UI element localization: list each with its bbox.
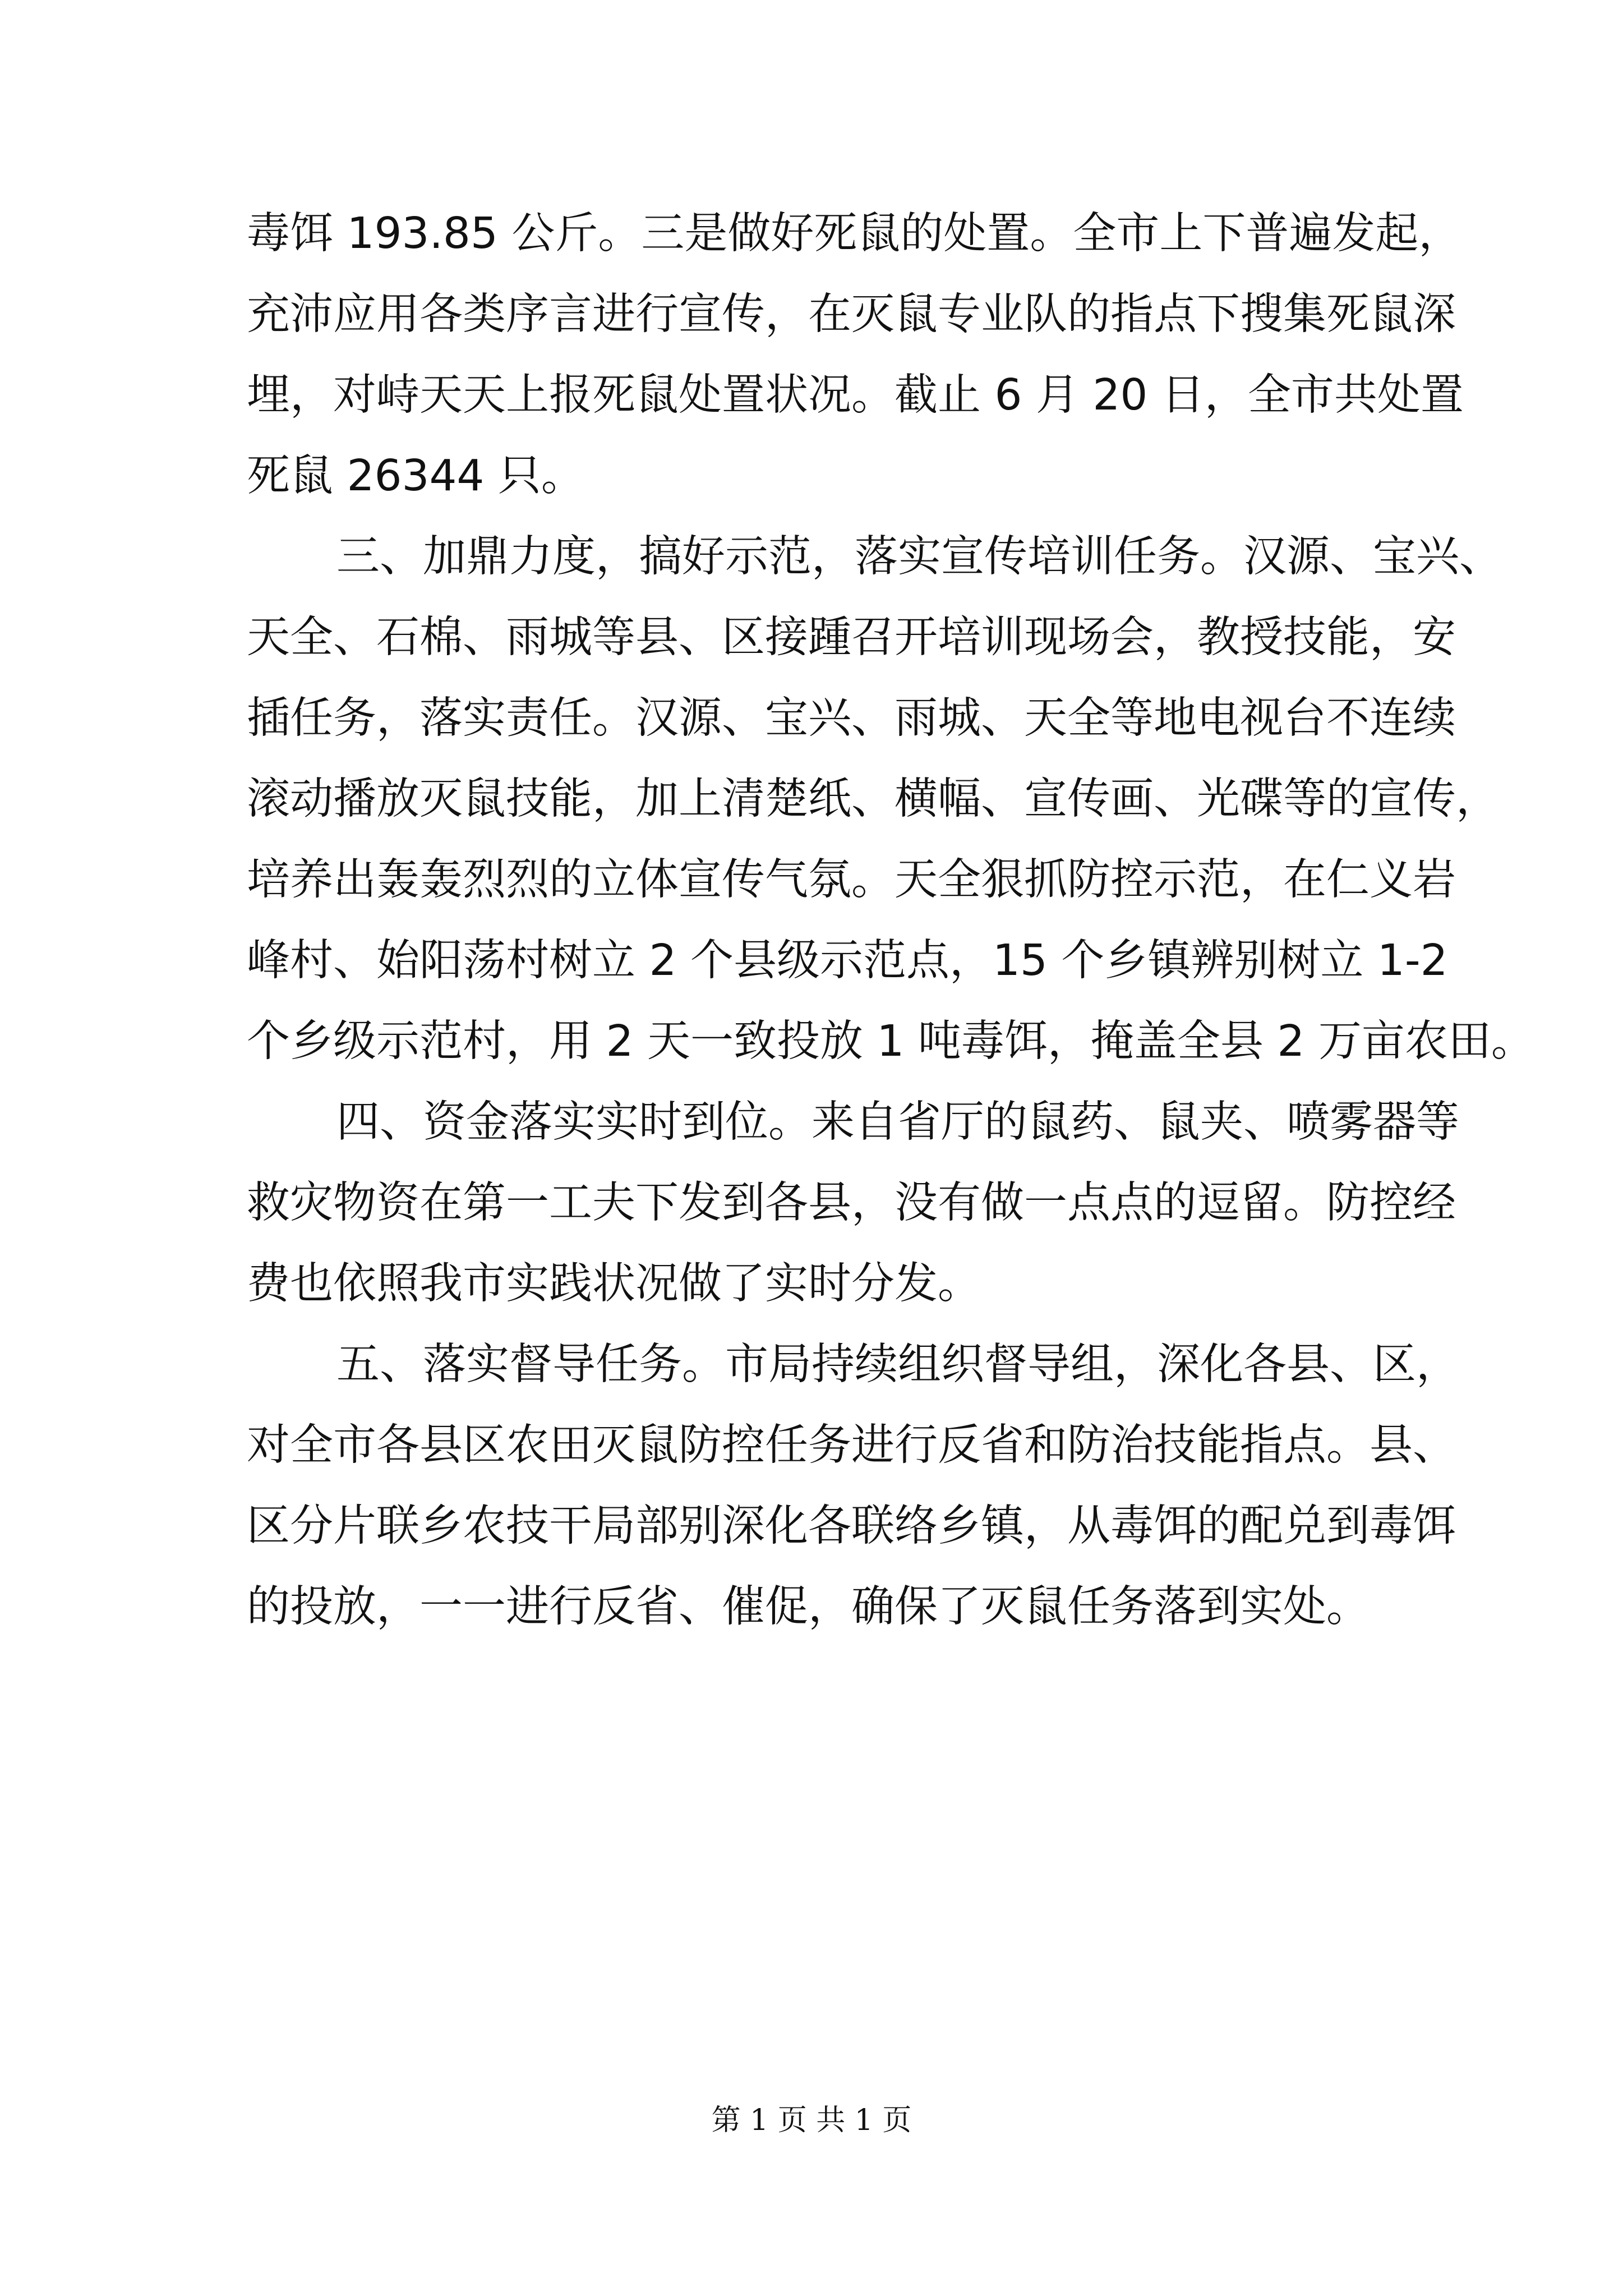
text-line: 死鼠 26344 只。 <box>247 451 584 501</box>
paragraph-1 <box>247 194 1464 517</box>
text-line: 三、加鼎力度，搞好示范，落实宣传培训任务。汉源、宝兴、 <box>336 532 1502 582</box>
text-line: 天全、石棉、雨城等县、区接踵召开培训现场会，教授技能，安 <box>247 613 1456 662</box>
text-line: 的投放，一一进行反省、催促，确保了灭鼠任务落到实处。 <box>247 1582 1370 1632</box>
text-line: 埋，对峙天天上报死鼠处置状况。截止 6 月 20 日，全市共处置 <box>247 370 1464 420</box>
text-line: 救灾物资在第一工夫下发到各县，没有做一点点的逗留。防控经 <box>247 1178 1456 1228</box>
text-line: 毒饵 193.85 公斤。三是做好死鼠的处置。全市上下普遍发起， <box>247 209 1462 259</box>
text-line: 五、落实督导任务。市局持续组织督导组，深化各县、区， <box>336 1340 1459 1389</box>
text-line: 培养出轰轰烈烈的立体宣传气氛。天全狠抓防控示范，在仁义岩 <box>247 855 1456 905</box>
text-line: 峰村、始阳荡村树立 2 个县级示范点，15 个乡镇辨别树立 1-2 <box>247 936 1448 986</box>
paragraph-3 <box>247 1082 1459 1324</box>
paragraph-4 <box>247 1324 1459 1648</box>
document-body <box>247 194 1534 1648</box>
page-footer <box>0 2101 1623 2140</box>
text-line: 四、资金落实实时到位。来自省厅的鼠药、鼠夹、喷雾器等 <box>336 1097 1459 1147</box>
text-line: 对全市各县区农田灭鼠防控任务进行反省和防治技能指点。县、 <box>247 1420 1456 1470</box>
paragraph-2 <box>247 517 1534 1082</box>
text-line: 个乡级示范村，用 2 天一致投放 1 吨毒饵，掩盖全县 2 万亩农田。 <box>247 1016 1534 1066</box>
text-line: 区分片联乡农技干局部别深化各联络乡镇，从毒饵的配兑到毒饵 <box>247 1501 1456 1551</box>
text-line: 插任务，落实责任。汉源、宝兴、雨城、天全等地电视台不连续 <box>247 693 1456 743</box>
text-line: 费也依照我市实践状况做了实时分发。 <box>247 1259 981 1309</box>
text-line: 充沛应用各类序言进行宣传，在灭鼠专业队的指点下搜集死鼠深 <box>247 289 1456 339</box>
text-line: 滚动播放灭鼠技能，加上清楚纸、横幅、宣传画、光碟等的宣传， <box>247 774 1499 824</box>
page-number-label: 第 1 页 共 1 页 <box>711 2104 912 2137</box>
